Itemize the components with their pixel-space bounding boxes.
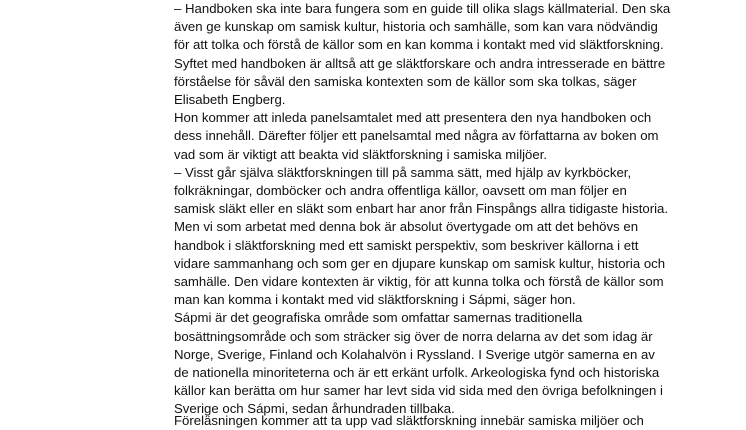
text-line: Sverige och Sápmi, sedan århundraden tillbaka. [174, 401, 455, 417]
clipped-text-line: Föreläsningen kommer att ta upp vad släktforskning innebär samiska miljöer och [174, 413, 644, 428]
text-line: bosättningsområde och som sträcker sig över de norra delarna av det som idag är [174, 328, 653, 344]
text-line: – Visst går själva släktforskningen till på samma sätt, med hjälp av kyrkböcker, [174, 164, 632, 180]
text-line: folkräkningar, domböcker och andra offentliga källor, oavsett om man följer en [174, 183, 627, 199]
text-line: – Handboken ska inte bara fungera som en guide till olika slags källmaterial. Den ska [174, 1, 671, 16]
text-line: vad som är viktigt att beakta vid släktforskning i samiska miljöer. [174, 146, 548, 162]
text-line: de nationella minoriteterna och är ett erkänt urfolk. Arkeologiska fynd och historiska [174, 365, 660, 381]
text-line: Hon kommer att inleda panelsamtalet med att presentera den nya handboken och [174, 110, 652, 126]
text-line: handbok i släktforskning med ett samiskt perspektiv, som beskriver källorna i ett [174, 237, 639, 253]
text-line: Sápmi är det geografiska område som omfattar samernas traditionella [174, 310, 583, 326]
document-body [174, 0, 734, 419]
text-line: Syftet med handboken är alltså att ge släktforskare och andra intresserade en bättre [174, 55, 666, 71]
text-line: för att tolka och förstå de källor som en kan komma i kontakt med vid släktforskning. [174, 37, 664, 53]
clipped-line-container [174, 412, 734, 428]
text-line: Men vi som arbetat med denna bok är absolut övertygade om att det behövs en [174, 219, 639, 235]
text-line: vidare sammanhang och som ger en djupare kunskap om samisk kultur, historia och [174, 255, 666, 271]
text-line: Elisabeth Engberg. [174, 92, 286, 108]
text-line: även ge kunskap om samisk kultur, historia och samhälle, som kan vara nödvändig [174, 19, 658, 35]
text-line: källor kan berätta om hur samer har levt sida vid sida med den övriga befolkningen i [174, 383, 663, 399]
text-line: Norge, Sverige, Finland och Kolahalvön i Ryssland. I Sverige utgör samerna en av [174, 346, 655, 362]
text-line: man kan komma i kontakt med vid släktforskning i Sápmi, säger hon. [174, 292, 576, 308]
text-line: samisk släkt eller en släkt som enbart har anor från Finspångs allra tidigaste historia. [174, 201, 669, 217]
text-line: dess innehåll. Därefter följer ett panelsamtal med några av författarna av boken om [174, 128, 659, 144]
text-line: samhälle. Den vidare kontexten är viktig, för att kunna tolka och förstå de källor som [174, 274, 664, 290]
text-line: förståelse för såväl den samiska kontexten som de källor som ska tolkas, säger [174, 73, 637, 89]
